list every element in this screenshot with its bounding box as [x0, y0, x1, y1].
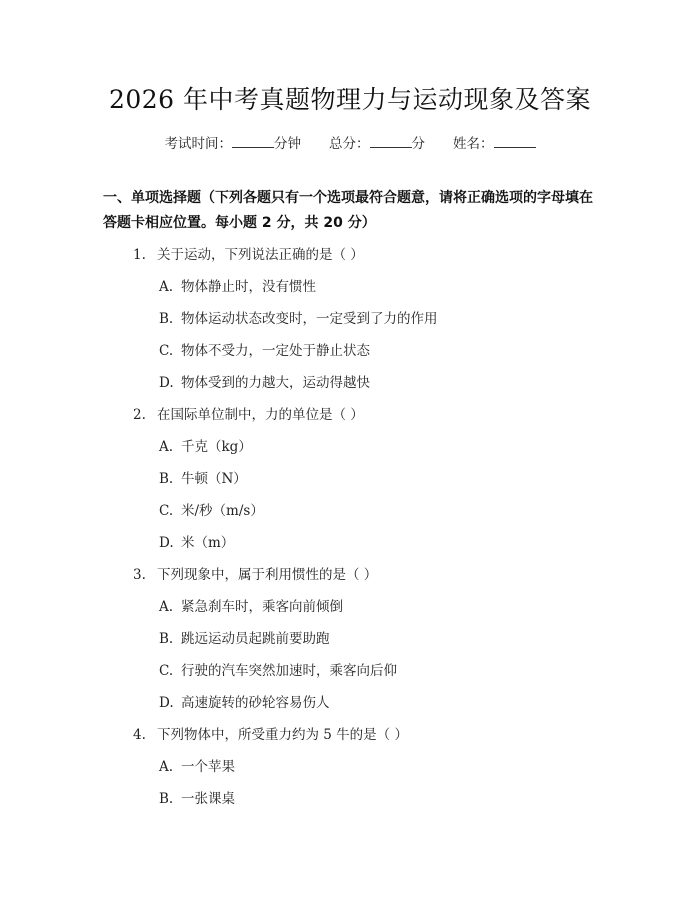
option-letter: B. — [159, 471, 174, 487]
option-3b — [159, 627, 330, 647]
name-label: 姓名： — [453, 136, 494, 152]
option-2a — [159, 435, 252, 455]
option-2c — [159, 499, 264, 519]
option-letter: A. — [159, 279, 174, 295]
option-4b — [159, 787, 235, 807]
option-letter: D. — [159, 695, 174, 711]
option-text: 跳远运动员起跳前要助跑 — [181, 631, 330, 647]
score-unit: 分 — [411, 136, 425, 152]
option-text: 米/秒（m/s） — [181, 503, 264, 519]
question-number: 3. — [133, 567, 146, 583]
option-text: 行驶的汽车突然加速时，乘客向后仰 — [181, 663, 397, 679]
page-title: 2026 年中考真题物理力与运动现象及答案 — [108, 85, 592, 114]
option-text: 物体受到的力越大，运动得越快 — [181, 375, 370, 391]
option-letter: D. — [159, 375, 174, 391]
option-letter: D. — [159, 535, 174, 551]
option-letter: B. — [159, 631, 174, 647]
question-3 — [133, 563, 377, 583]
option-letter: B. — [159, 791, 174, 807]
option-1c — [159, 339, 370, 359]
time-unit: 分钟 — [274, 136, 301, 152]
option-letter: C. — [159, 663, 174, 679]
option-letter: A. — [159, 599, 174, 615]
question-4 — [133, 723, 408, 743]
option-1a — [159, 275, 316, 295]
option-letter: C. — [159, 503, 174, 519]
option-text: 一个苹果 — [181, 759, 235, 775]
question-2 — [133, 403, 364, 423]
option-letter: B. — [159, 311, 174, 327]
question-number: 1. — [133, 247, 146, 263]
option-text: 物体不受力，一定处于静止状态 — [181, 343, 370, 359]
option-3a — [159, 595, 343, 615]
option-text: 米（m） — [181, 535, 235, 551]
option-text: 紧急刹车时，乘客向前倾倒 — [181, 599, 343, 615]
question-text: 关于运动，下列说法正确的是（ ） — [157, 247, 364, 263]
option-letter: A. — [159, 439, 174, 455]
option-2d — [159, 531, 234, 551]
question-number: 4. — [133, 727, 146, 743]
option-letter: C. — [159, 343, 174, 359]
score-label: 总分： — [329, 136, 370, 152]
time-label: 考试时间： — [164, 136, 232, 152]
option-1b — [159, 307, 438, 327]
option-4a — [159, 755, 235, 775]
option-text: 物体静止时，没有惯性 — [181, 279, 316, 295]
exam-info-row — [0, 132, 700, 152]
option-1d — [159, 371, 370, 391]
score-blank — [370, 135, 412, 148]
section-heading: 一、单项选择题（下列各题只有一个选项最符合题意，请将正确选项的字母填在答题卡相应位置。每小题 2 分，共 20 分） — [103, 190, 593, 231]
name-blank — [494, 135, 536, 148]
option-letter: A. — [159, 759, 174, 775]
option-text: 千克（kg） — [181, 439, 252, 455]
question-1 — [133, 243, 364, 263]
option-text: 一张课桌 — [181, 791, 235, 807]
question-number: 2. — [133, 407, 146, 423]
option-3d — [159, 691, 330, 711]
option-3c — [159, 659, 397, 679]
question-text: 在国际单位制中，力的单位是（ ） — [157, 407, 364, 423]
question-text: 下列现象中，属于利用惯性的是（ ） — [157, 567, 378, 583]
option-2b — [159, 467, 247, 487]
option-text: 高速旋转的砂轮容易伤人 — [181, 695, 330, 711]
option-text: 物体运动状态改变时，一定受到了力的作用 — [181, 311, 438, 327]
question-text: 下列物体中，所受重力约为 5 牛的是（ ） — [157, 727, 408, 743]
option-text: 牛顿（N） — [181, 471, 247, 487]
time-blank — [232, 135, 274, 148]
